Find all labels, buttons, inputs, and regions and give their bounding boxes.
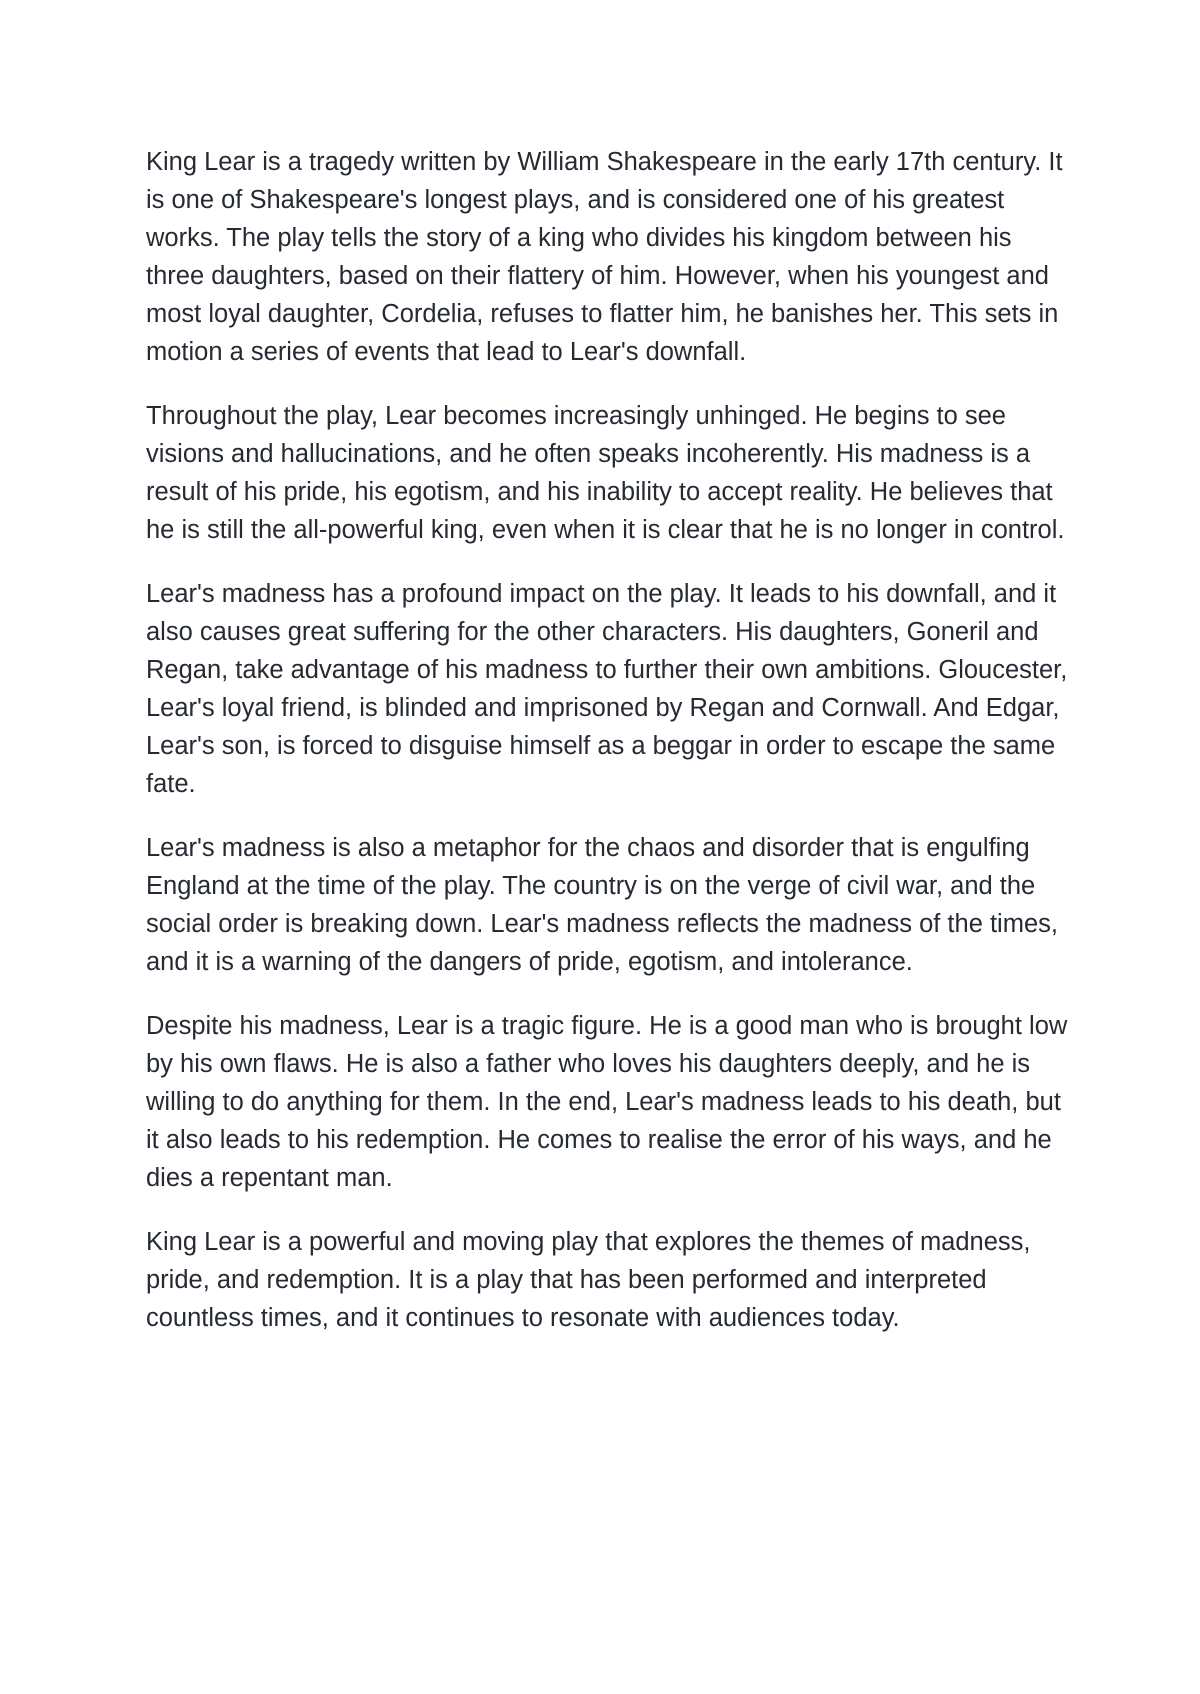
paragraph-intro: King Lear is a tragedy written by William Shakespeare in the early 17th century. It is one of Shakespeare's longest plays, and is considered one of his greatest works. The play tells the story of a king who divides his kingdom between his three daughters, based on their flattery of him. However, when his youngest and most loyal daughter, Cordelia, refuses to flatter him, he banishes her. This sets in motion a series of events that lead to Lear's downfall.: [146, 148, 1063, 366]
paragraph-tragic-figure: Despite his madness, Lear is a tragic figure. He is a good man who is brought low by his own flaws. He is also a father who loves his daughters deeply, and he is willing to do anything for them. In the end, Lear's madness leads to his death, but it also leads to his redemption. He comes to realise the error of his ways, and he dies a repentant man.: [146, 1012, 1068, 1192]
document-body: [146, 143, 1076, 1363]
paragraph-unhinged: Throughout the play, Lear becomes increasingly unhinged. He begins to see visions and hallucinations, and he often speaks incoherently. His madness is a result of his pride, his egotism, and his inability to accept reality. He believes that he is still the all-powerful king, even when it is clear that he is no longer in control.: [146, 402, 1065, 544]
paragraph-impact: Lear's madness has a profound impact on the play. It leads to his downfall, and it also causes great suffering for the other characters. His daughters, Goneril and Regan, take advantage of his madness to further their own ambitions. Gloucester, Lear's loyal friend, is blinded and imprisoned by Regan and Cornwall. And Edgar, Lear's son, is forced to disguise himself as a beggar in order to escape the same fate.: [146, 580, 1068, 798]
paragraph-conclusion: King Lear is a powerful and moving play that explores the themes of madness, pride, and redemption. It is a play that has been performed and interpreted countless times, and it continues to resonate with audiences today.: [146, 1228, 1031, 1332]
paragraph-metaphor: Lear's madness is also a metaphor for the chaos and disorder that is engulfing England at the time of the play. The country is on the verge of civil war, and the social order is breaking down. Lear's madness reflects the madness of the times, and it is a warning of the dangers of pride, egotism, and intolerance.: [146, 834, 1058, 976]
